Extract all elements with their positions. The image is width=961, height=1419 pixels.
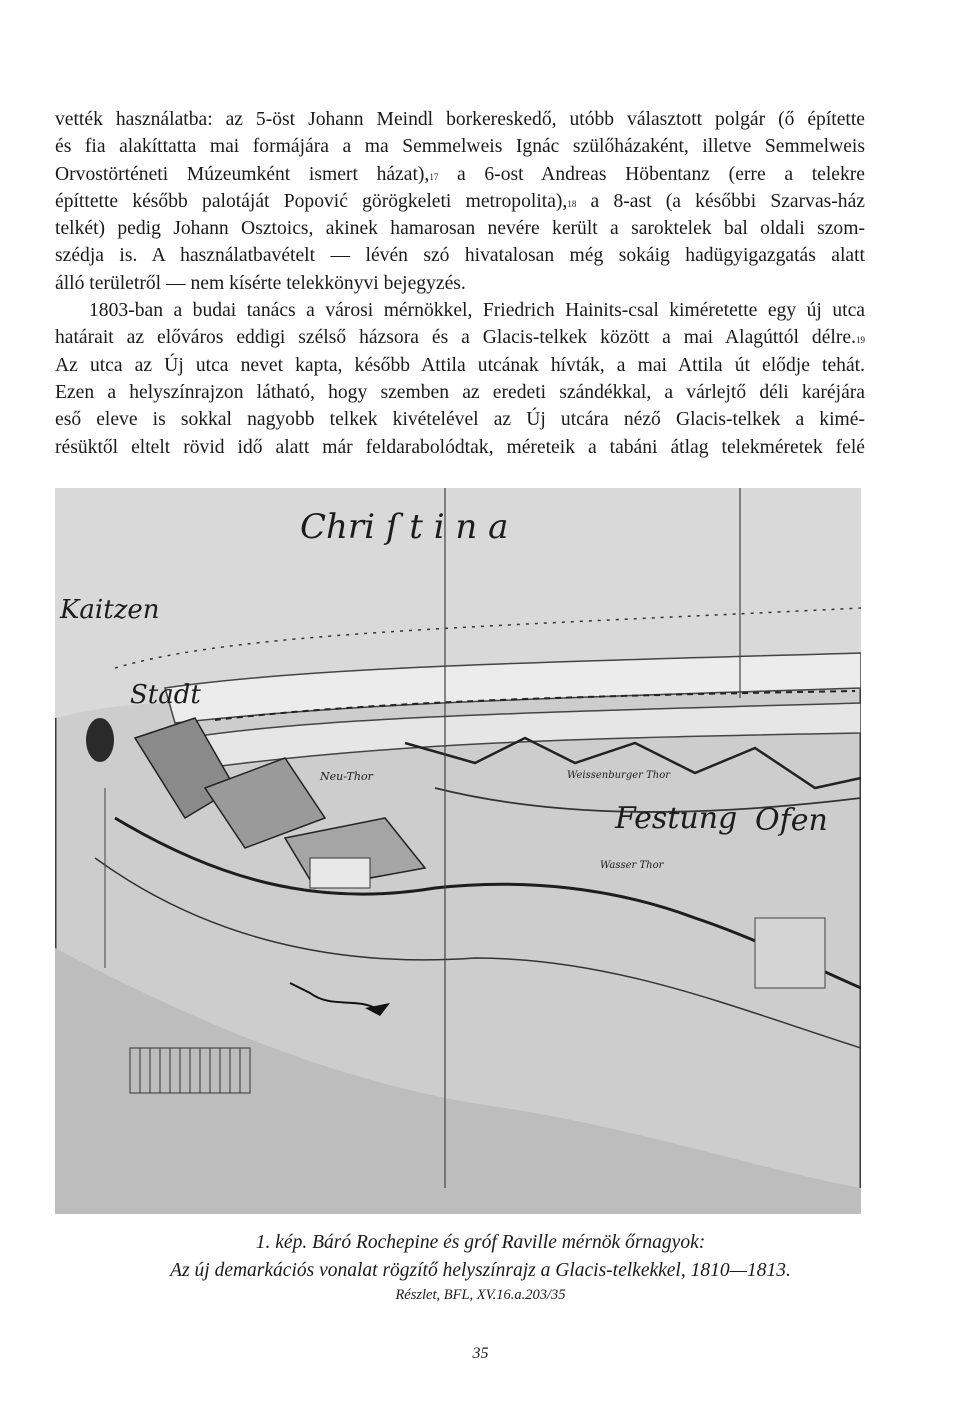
text-line xyxy=(55,188,865,215)
map-label-ofen: Ofen xyxy=(755,803,828,838)
text-line xyxy=(55,161,865,188)
figure-caption-source: Részlet, BFL, XV.16.a.203/35 xyxy=(395,1287,566,1303)
text-fragment: a 6-ost Andreas Höbentanz (erre a telekre xyxy=(457,163,865,185)
text-line: vették használatba: az 5-öst Johann Meindl borkereskedő, utóbb választott polgár (ő építette xyxy=(55,109,865,130)
map-label-neu-thor: Neu-Thor xyxy=(320,770,373,783)
text-fragment: építtette később palotáját Popović görögkeleti metropolita), xyxy=(55,190,568,212)
text-line xyxy=(55,324,865,351)
text-line: 1803-ban a budai tanács a városi mérnökkel, Friedrich Hainits-csal kiméretette egy új utca xyxy=(89,300,865,322)
footnote-ref-17: 17 xyxy=(429,171,439,182)
map-label-weissenburger-thor: Weissenburger Thor xyxy=(567,770,671,781)
figure-caption-description: Az új demarkációs vonalat rögzítő helyszínrajz a Glacis-telkekkel, 1810—1813. xyxy=(170,1260,791,1281)
text-line: Az utca az Új utca nevet kapta, később Attila utcának hívták, a mai Attila út elődje tehát. xyxy=(55,354,865,376)
map-label-kaitzen: Kaitzen xyxy=(60,595,160,625)
text-fragment: határait az előváros eddigi szélső házsora és a Glacis-telkek között a mai Alagúttól délre. xyxy=(55,327,856,349)
figure-caption-title: 1. kép. Báró Rochepine és gróf Raville mérnök őrnagyok: xyxy=(255,1232,706,1253)
map-label-stadt: Stadt xyxy=(130,680,201,710)
map-label-wasser-thor: Wasser Thor xyxy=(600,860,664,871)
text-line: Ezen a helyszínrajzon látható, hogy szemben az eredeti szándékkal, a várlejtő déli karéjára xyxy=(55,381,865,403)
page-number: 35 xyxy=(472,1345,489,1362)
text-line: álló területről — nem kísérte telekkönyvi bejegyzés. xyxy=(55,272,466,294)
footnote-ref-19: 19 xyxy=(856,335,865,346)
text-line: szédja is. A használatbavételt — lévén szó hivatalosan még sokáig hadügyigazgatás alatt xyxy=(55,245,865,267)
text-line: és fia alakíttatta mai formájára a ma Semmelweis Ignác szülőházaként, illetve Semmelweis xyxy=(55,136,865,158)
text-line: telkét) pedig Johann Osztoics, akinek hamarosan nevére került a saroktelek bal oldali szom- xyxy=(55,218,865,240)
map-label-festung: Festung xyxy=(615,801,738,836)
map-drawing xyxy=(55,488,861,1214)
historical-map-figure xyxy=(55,488,861,1214)
map-label-christina: Chri ſ t i n a xyxy=(300,507,509,547)
text-line: résüktől eltelt rövid idő alatt már feldarabolódtak, méreteik a tabáni átlag telekméretek felé xyxy=(55,436,865,458)
text-fragment: Orvostörténeti Múzeumként ismert házat), xyxy=(55,163,430,185)
text-fragment: a 8-ast (a későbbi Szarvas-ház xyxy=(590,190,865,212)
text-line: eső eleve is sokkal nagyobb telkek kivételével az Új utcára néző Glacis-telkek a kimé- xyxy=(55,409,865,431)
body-text xyxy=(55,106,865,461)
footnote-ref-18: 18 xyxy=(567,198,577,209)
